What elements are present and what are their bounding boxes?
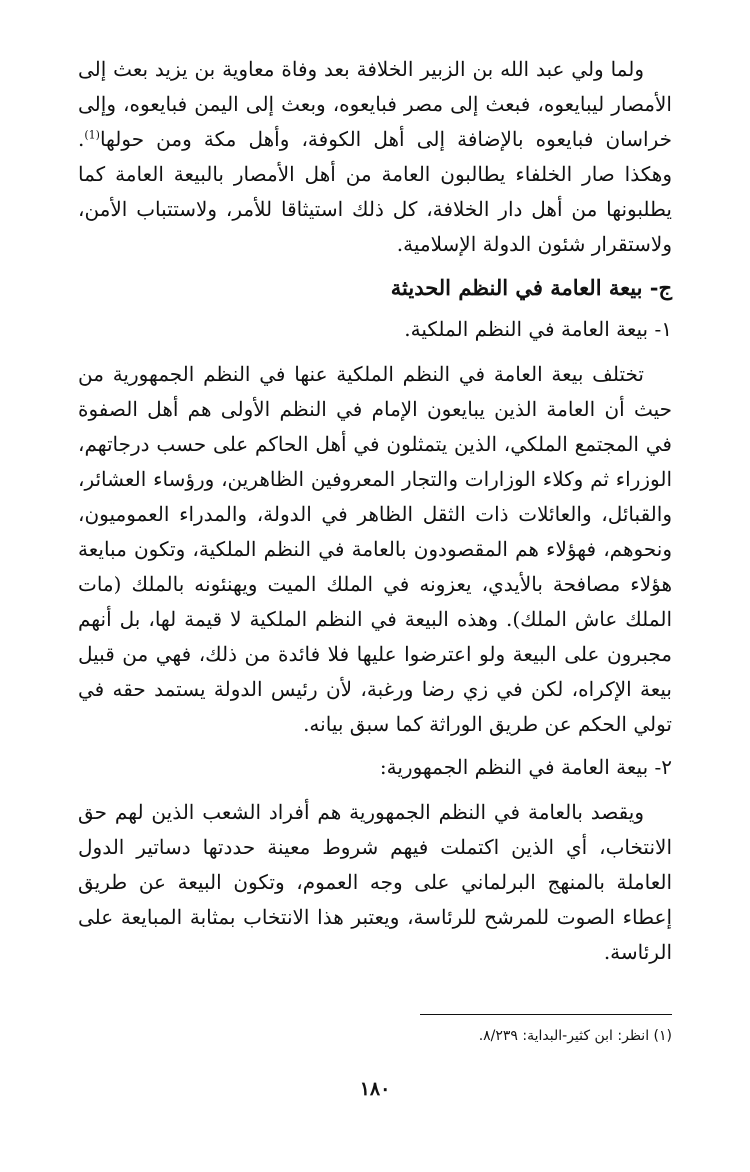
footnote: (١) انظر: ابن كثير-البداية: ٨/٢٣٩. xyxy=(478,1028,672,1044)
page-number: ١٨٠ xyxy=(359,1078,391,1100)
subheading-monarchy: ١- بيعة العامة في النظم الملكية. xyxy=(404,317,672,341)
paragraph-ibn-zubayr-end: . وهكذا صار الخلفاء يطالبون العامة من أهل الأمصار بالبيعة العامة كما يطلبونها من أهل دار الخلافة، كل ذلك استيثاقا للأمر، ولاستتباب الأمن، ولاستقرار شئون الدولة الإسلامية. xyxy=(78,127,672,256)
subheading-republic: ٢- بيعة العامة في النظم الجمهورية: xyxy=(379,755,672,779)
paragraph-monarchy: تختلف بيعة العامة في النظم الملكية عنها في النظم الجمهورية من حيث أن العامة الذين يبايعون الإمام في النظم الأولى هم أهل الصفوة في المجتمع الملكي، الذين يتمثلون في أهل الحاكم على حسب درجاتهم، الوزراء ثم وكلاء الوزارات والتجار المعروفين الظاهرين، ورؤساء العشائر، والقبائل، والعائلات ذات الثقل الظاهر في الدولة، والمدراء العموميون، ونحوهم، فهؤلاء هم المقصودون بالعامة في النظم الملكية، وتكون مبايعة هؤلاء مصافحة بالأيدي، يعزونه في الملك الميت ويهنئونه بالملك (مات الملك عاش الملك). وهذه البيعة في النظم الملكية لا قيمة لها، بل أنهم مجبرون على البيعة ولو اعترضوا عليها فلا فائدة من ذلك، فهي من قبيل بيعة الإكراه، لكن في زي رضا ورغبة، لأن رئيس الدولة يستمد حقه في تولي الحكم عن طريق الوراثة كما سبق بيانه. xyxy=(78,362,673,736)
paragraph-ibn-zubayr-text: ولما ولي عبد الله بن الزبير الخلافة بعد وفاة معاوية بن يزيد بعث إلى الأمصار ليبايعوه، فبعث إلى مصر فبايعوه، وبعث إلى اليمن فبايعوه، وإلى خراسان فبايعوه بالإضافة إلى أهل الكوفة، وأهل مكة ومن حولها xyxy=(78,57,672,151)
footnote-ref: (1) xyxy=(84,128,100,142)
footnote-divider xyxy=(420,1014,672,1015)
page-body xyxy=(78,52,672,978)
paragraph-ibn-zubayr xyxy=(78,52,672,262)
paragraph-republic: ويقصد بالعامة في النظم الجمهورية هم أفراد الشعب الذين لهم حق الانتخاب، أي الذين اكتملت فيهم شروط معينة حددتها دساتير الدول العاملة بالمنهج البرلماني على وجه العموم، وتكون البيعة عن طريق إعطاء الصوت للمرشح للرئاسة، ويعتبر هذا الانتخاب بمثابة المبايعة على الرئاسة. xyxy=(78,800,672,964)
section-heading-modern-systems: ج- بيعة العامة في النظم الحديثة xyxy=(390,275,672,300)
